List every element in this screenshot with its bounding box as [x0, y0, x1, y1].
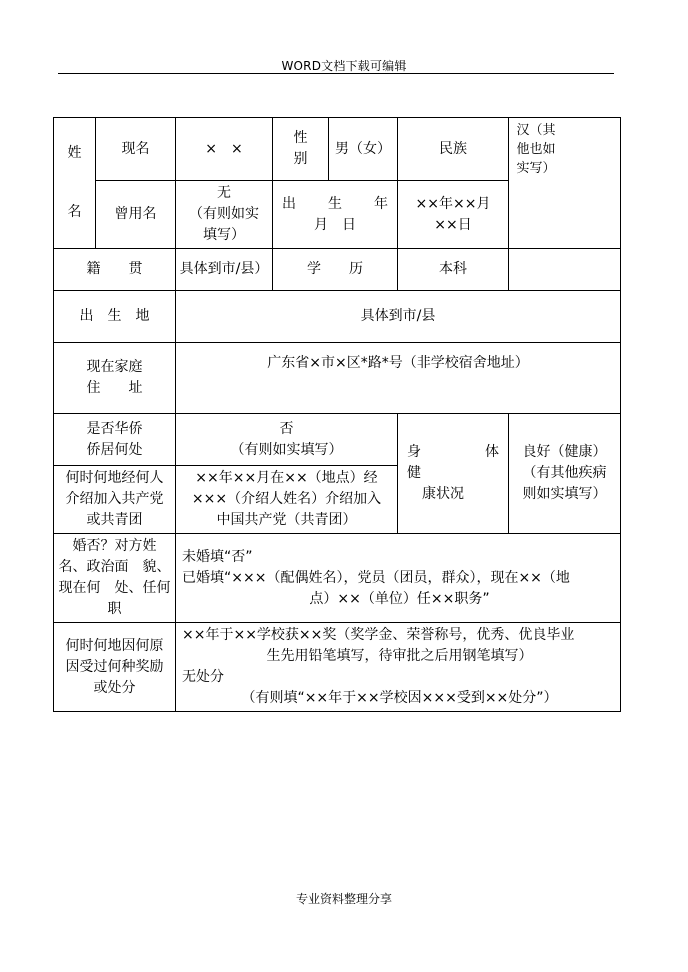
- home-address-value[interactable]: 广东省×市×区*路*号（非学校宿舍地址）: [176, 343, 621, 414]
- ethnicity-value[interactable]: [509, 118, 621, 249]
- health-value-line-1: 良好（健康）: [522, 444, 607, 460]
- gender-label-line-2: 别: [293, 151, 308, 167]
- party-value[interactable]: [176, 466, 398, 534]
- awards-value-line-2: 生先用铅笔填写，待审批之后用钢笔填写）: [266, 648, 533, 664]
- health-label-line-2: 康状况: [422, 486, 464, 502]
- awards-label: [54, 623, 176, 712]
- home-address-label-line-2: 住 址: [86, 380, 143, 396]
- gender-value[interactable]: 男（女）: [329, 118, 398, 181]
- marital-value[interactable]: [176, 534, 621, 623]
- table-row: [54, 249, 621, 291]
- marital-value-line-2: 已婚填“×××（配偶姓名），党员（团员，群众），现在××（地: [182, 569, 570, 586]
- awards-label-line-2: 因受过何种奖励: [65, 658, 164, 675]
- marital-label-line-3: 现在何 处、任何: [58, 580, 171, 596]
- overseas-value[interactable]: [176, 414, 398, 466]
- birth-date-label-line-1: 出 生 年: [282, 195, 388, 212]
- health-label-line-1: 身 体 健: [407, 444, 527, 481]
- awards-value[interactable]: [176, 623, 621, 712]
- home-address-label: [54, 343, 176, 414]
- health-value-line-2: （有其他疾病: [522, 465, 607, 481]
- party-value-line-3: 中国共产党（共青团）: [216, 512, 357, 528]
- table-row: [54, 534, 621, 623]
- former-name-label: 曾用名: [96, 181, 176, 249]
- marital-label-line-4: 职: [107, 601, 122, 617]
- table-row: [54, 343, 621, 414]
- birth-date-value-line-2: ××日: [434, 216, 472, 233]
- awards-value-line-1: ××年于××学校获××奖（奖学金、荣誉称号，优秀、优良毕业: [182, 627, 575, 643]
- party-value-line-1: ××年××月在××（地点）经: [195, 470, 378, 486]
- marital-label: [54, 534, 176, 623]
- former-name-value[interactable]: [176, 181, 273, 249]
- current-name-label: 现名: [96, 118, 176, 181]
- native-place-label: 籍 贯: [54, 249, 176, 291]
- former-name-value-line-1: 无: [217, 185, 231, 201]
- home-address-label-line-1: 现在家庭: [86, 359, 143, 375]
- ethnicity-value-line-2: 他也如: [516, 142, 556, 157]
- table-row: [54, 623, 621, 712]
- awards-value-line-4: （有则填“××年于××学校因×××受到××处分”）: [241, 690, 558, 706]
- health-value[interactable]: [509, 414, 621, 534]
- ethnicity-value-line-3: 实写）: [516, 161, 556, 176]
- marital-label-line-2: 名、政治面 貌、: [58, 559, 171, 575]
- education-value[interactable]: 本科: [398, 249, 509, 291]
- overseas-label-line-1: 是否华侨: [86, 420, 143, 437]
- birth-date-label-line-2: 月 日: [314, 216, 356, 233]
- overseas-label-line-2: 侨居何处: [86, 441, 143, 458]
- birthplace-value[interactable]: 具体到市/县: [176, 291, 621, 343]
- birth-date-label: [273, 181, 398, 249]
- former-name-value-line-3: 填写）: [203, 227, 245, 243]
- birth-date-value[interactable]: [398, 181, 509, 249]
- overseas-label: [54, 414, 176, 466]
- party-label-line-1: 何时何地经何人: [65, 470, 164, 486]
- awards-label-line-1: 何时何地因何原: [65, 637, 164, 654]
- table-row: [54, 118, 621, 181]
- ethnicity-label: 民族: [398, 118, 509, 181]
- awards-value-line-3: 无处分: [182, 669, 224, 685]
- overseas-value-line-1: 否: [279, 420, 294, 437]
- header-rule: [58, 73, 614, 74]
- party-label-line-2: 介绍加入共产党: [65, 491, 164, 507]
- name-label-char-1: 姓: [67, 145, 82, 161]
- name-label-char-2: 名: [67, 204, 82, 220]
- table-row: [54, 291, 621, 343]
- marital-value-line-1: 未婚填“否”: [182, 548, 253, 565]
- education-label: 学 历: [273, 249, 398, 291]
- native-place-value[interactable]: 具体到市/县）: [176, 249, 273, 291]
- page-footer-text: 专业资料整理分享: [295, 892, 392, 906]
- table-row: [54, 414, 621, 466]
- marital-label-line-1: 婚否？对方姓: [72, 538, 157, 554]
- overseas-value-line-2: （有则如实填写）: [230, 441, 343, 458]
- health-label: [398, 414, 527, 534]
- gender-label: [273, 118, 329, 181]
- birthplace-label: 出 生 地: [54, 291, 176, 343]
- party-label: [54, 466, 176, 534]
- page-header-text: WORD文档下载可编辑: [281, 59, 407, 73]
- health-value-line-3: 则如实填写）: [522, 486, 607, 502]
- party-value-line-2: ×××（介绍人姓名）介绍加入: [191, 491, 382, 507]
- empty-cell: [509, 249, 621, 291]
- party-label-line-3: 或共青团: [86, 512, 143, 528]
- name-label-cell: [54, 118, 96, 249]
- personal-info-form-table: [53, 117, 621, 712]
- marital-value-line-3: 点）××（单位）任××职务”: [309, 590, 490, 607]
- gender-label-line-1: 性: [293, 130, 308, 146]
- former-name-value-line-2: （有则如实: [189, 206, 259, 222]
- birth-date-value-line-1: ××年××月: [415, 195, 491, 212]
- ethnicity-value-line-1: 汉（其: [516, 123, 556, 138]
- current-name-value[interactable]: × ×: [176, 118, 273, 181]
- awards-label-line-3: 或处分: [93, 679, 136, 696]
